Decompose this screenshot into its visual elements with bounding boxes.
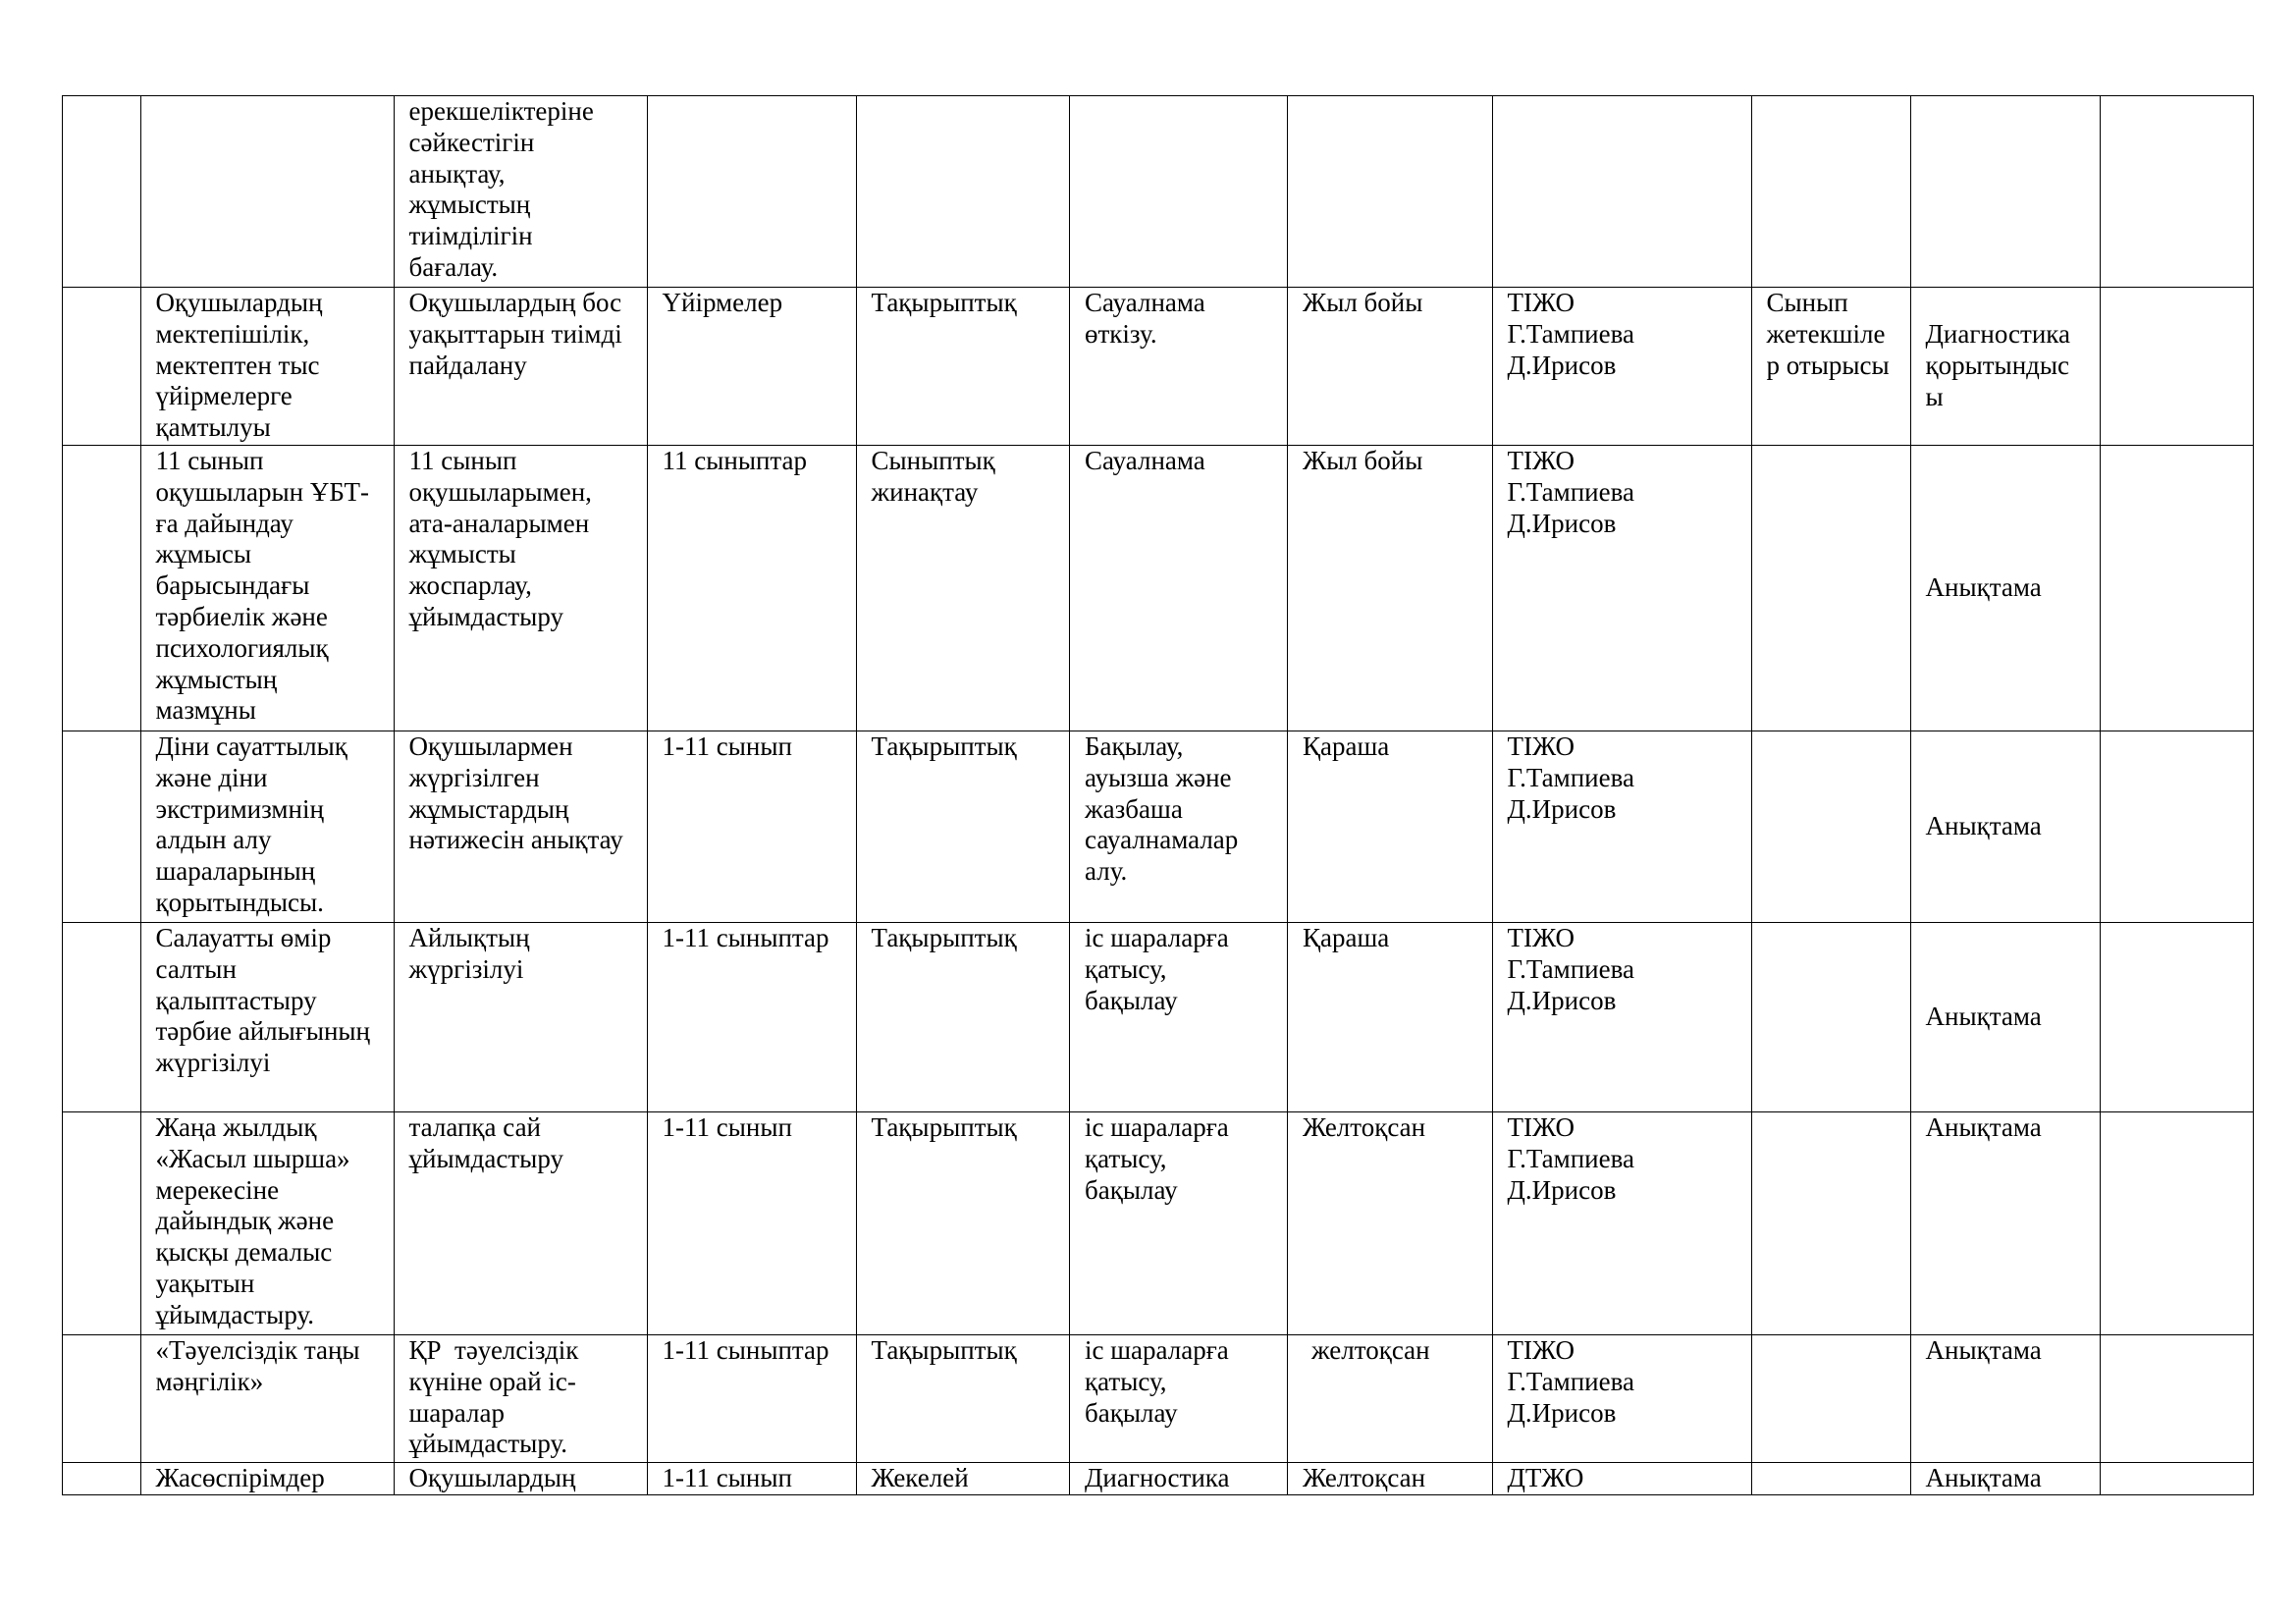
cell-review-place	[1751, 446, 1910, 731]
cell-responsible: ТІЖО Г.Тампиева Д.Ирисов	[1492, 1335, 1751, 1463]
cell-note	[2101, 731, 2254, 923]
cell-number	[63, 96, 141, 288]
cell-responsible: ТІЖО Г.Тампиева Д.Ирисов	[1492, 923, 1751, 1112]
cell-control-type	[856, 96, 1070, 288]
cell-number	[63, 288, 141, 446]
cell-control-scope: 1-11 сынып	[647, 1463, 856, 1495]
cell-result: Анықтама	[1910, 923, 2101, 1112]
cell-control-method: Сауалнама өткізу.	[1070, 288, 1288, 446]
cell-control-object: Салауатты өмір салтын қалыптастыру тәрбие айлығының жүргізілуі	[140, 923, 394, 1112]
cell-result: Анықтама	[1910, 1463, 2101, 1495]
cell-control-purpose: ҚР тәуелсіздік күніне орай іс- шаралар ұйымдастыру.	[394, 1335, 647, 1463]
cell-result: Анықтама	[1910, 1112, 2101, 1335]
cell-control-type: Жекелей	[856, 1463, 1070, 1495]
cell-control-method	[1070, 96, 1288, 288]
cell-control-scope	[647, 96, 856, 288]
cell-control-method: іс шараларға қатысу, бақылау	[1070, 1112, 1288, 1335]
cell-control-method: Сауалнама	[1070, 446, 1288, 731]
cell-number	[63, 1463, 141, 1495]
cell-control-object: 11 сынып оқушыларын ҰБТ- ға дайындау жұмысы барысындағы тәрбиелік және психологиялық жұмыстың мазмұны	[140, 446, 394, 731]
cell-deadline: Желтоқсан	[1288, 1112, 1493, 1335]
cell-control-method: іс шараларға қатысу, бақылау	[1070, 923, 1288, 1112]
cell-note	[2101, 446, 2254, 731]
table-row	[63, 1463, 2254, 1495]
cell-review-place	[1751, 731, 1910, 923]
cell-review-place	[1751, 923, 1910, 1112]
cell-control-scope: 11 сыныптар	[647, 446, 856, 731]
cell-control-method: Бақылау, ауызша және жазбаша сауалнамалар алу.	[1070, 731, 1288, 923]
cell-control-purpose: талапқа сай ұйымдастыру	[394, 1112, 647, 1335]
cell-control-purpose: Айлықтың жүргізілуі	[394, 923, 647, 1112]
cell-note	[2101, 96, 2254, 288]
cell-deadline: Желтоқсан	[1288, 1463, 1493, 1495]
cell-control-object: Оқушылардың мектепішілік, мектептен тыс үйірмелерге қамтылуы	[140, 288, 394, 446]
cell-control-type: Тақырыптық	[856, 288, 1070, 446]
cell-review-place	[1751, 1335, 1910, 1463]
cell-result: Анықтама	[1910, 1335, 2101, 1463]
table-row	[63, 288, 2254, 446]
cell-deadline: Жыл бойы	[1288, 446, 1493, 731]
cell-result: Анықтама	[1910, 731, 2101, 923]
table-row	[63, 96, 2254, 288]
cell-control-object: «Тәуелсіздік таңы мәңгілік»	[140, 1335, 394, 1463]
cell-note	[2101, 1335, 2254, 1463]
cell-responsible	[1492, 96, 1751, 288]
cell-note	[2101, 288, 2254, 446]
table-row	[63, 1112, 2254, 1335]
cell-responsible: ТІЖО Г.Тампиева Д.Ирисов	[1492, 1112, 1751, 1335]
cell-number	[63, 1335, 141, 1463]
cell-control-scope: 1-11 сыныптар	[647, 923, 856, 1112]
cell-responsible: ТІЖО Г.Тампиева Д.Ирисов	[1492, 731, 1751, 923]
cell-number	[63, 731, 141, 923]
plan-table	[62, 95, 2254, 1495]
cell-responsible: ТІЖО Г.Тампиева Д.Ирисов	[1492, 288, 1751, 446]
cell-control-scope: 1-11 сынып	[647, 1112, 856, 1335]
cell-review-place	[1751, 1112, 1910, 1335]
cell-control-scope: Үйірмелер	[647, 288, 856, 446]
cell-control-type: Тақырыптық	[856, 923, 1070, 1112]
cell-control-object: Діни сауаттылық және діни экстримизмнің алдын алу шараларының қорытындысы.	[140, 731, 394, 923]
cell-control-type: Сыныптық жинақтау	[856, 446, 1070, 731]
cell-note	[2101, 1463, 2254, 1495]
cell-control-type: Тақырыптық	[856, 1335, 1070, 1463]
cell-note	[2101, 923, 2254, 1112]
cell-responsible: ТІЖО Г.Тампиева Д.Ирисов	[1492, 446, 1751, 731]
table-row	[63, 446, 2254, 731]
cell-control-purpose: Оқушылардың бос уақыттарын тиімді пайдалану	[394, 288, 647, 446]
cell-control-object: Жасөспірімдер	[140, 1463, 394, 1495]
cell-deadline: Қараша	[1288, 731, 1493, 923]
cell-control-purpose: Оқушылармен жүргізілген жұмыстардың нәтижесін анықтау	[394, 731, 647, 923]
cell-control-type: Тақырыптық	[856, 1112, 1070, 1335]
cell-control-type: Тақырыптық	[856, 731, 1070, 923]
cell-control-purpose: Оқушылардың	[394, 1463, 647, 1495]
cell-control-object: Жаңа жылдық «Жасыл шырша» мерекесіне дайындық және қысқы демалыс уақытын ұйымдастыру.	[140, 1112, 394, 1335]
cell-responsible: ДТЖО	[1492, 1463, 1751, 1495]
cell-deadline	[1288, 96, 1493, 288]
table-row	[63, 1335, 2254, 1463]
cell-control-purpose: 11 сынып оқушыларымен, ата-аналарымен жұмысты жоспарлау, ұйымдастыру	[394, 446, 647, 731]
cell-control-method: іс шараларға қатысу, бақылау	[1070, 1335, 1288, 1463]
cell-control-purpose: ерекшеліктеріне сәйкестігін анықтау, жұмыстың тиімділігін бағалау.	[394, 96, 647, 288]
cell-deadline: желтоқсан	[1288, 1335, 1493, 1463]
cell-control-scope: 1-11 сынып	[647, 731, 856, 923]
cell-number	[63, 1112, 141, 1335]
cell-number	[63, 923, 141, 1112]
cell-result: Анықтама	[1910, 446, 2101, 731]
table-row	[63, 923, 2254, 1112]
cell-review-place	[1751, 96, 1910, 288]
cell-review-place: Сынып жетекшіле р отырысы	[1751, 288, 1910, 446]
cell-deadline: Қараша	[1288, 923, 1493, 1112]
cell-deadline: Жыл бойы	[1288, 288, 1493, 446]
cell-control-object	[140, 96, 394, 288]
cell-control-method: Диагностика	[1070, 1463, 1288, 1495]
cell-result: Диагностика қорытындыс ы	[1910, 288, 2101, 446]
cell-note	[2101, 1112, 2254, 1335]
cell-number	[63, 446, 141, 731]
cell-control-scope: 1-11 сыныптар	[647, 1335, 856, 1463]
cell-review-place	[1751, 1463, 1910, 1495]
table-row	[63, 731, 2254, 923]
cell-result	[1910, 96, 2101, 288]
